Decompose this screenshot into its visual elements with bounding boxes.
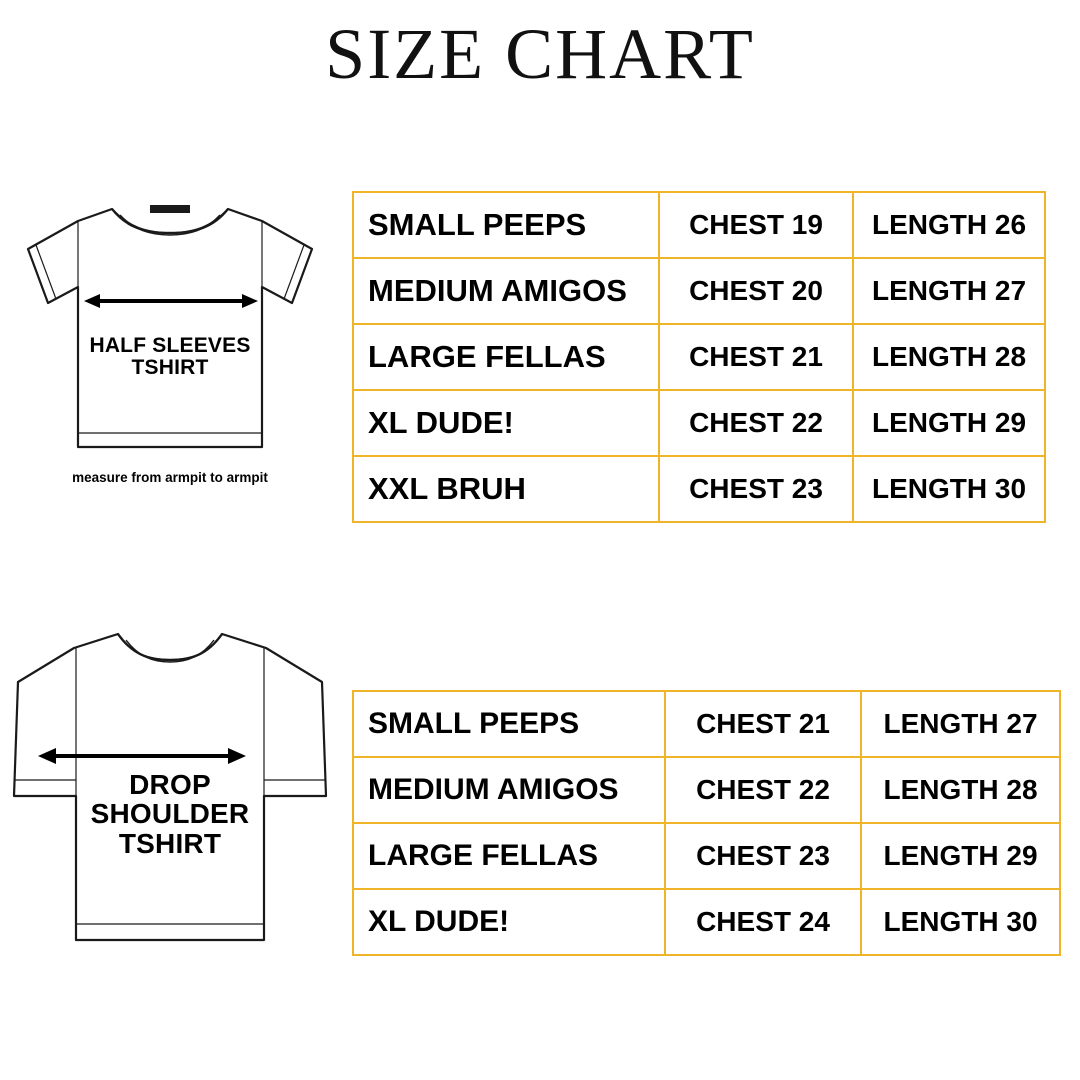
table-row (353, 889, 1060, 955)
chest-cell: CHEST 21 (665, 691, 861, 757)
drop-shoulder-caption-line-2: SHOULDER (90, 798, 250, 830)
chest-cell: CHEST 21 (659, 324, 853, 390)
table-row (353, 390, 1045, 456)
chest-cell: CHEST 23 (665, 823, 861, 889)
drop-shoulder-tshirt-illustration (0, 610, 340, 970)
half-sleeve-tshirt-illustration (0, 175, 340, 495)
table-row (353, 691, 1060, 757)
table-row (353, 192, 1045, 258)
length-cell: LENGTH 29 (853, 390, 1045, 456)
length-cell: LENGTH 27 (861, 691, 1060, 757)
size-name-cell: SMALL PEEPS (353, 192, 659, 258)
table-row (353, 757, 1060, 823)
drop-shoulder-caption (0, 770, 340, 858)
length-cell: LENGTH 30 (861, 889, 1060, 955)
size-name-cell: XXL BRUH (353, 456, 659, 522)
length-cell: LENGTH 28 (853, 324, 1045, 390)
table-row (353, 258, 1045, 324)
chest-cell: CHEST 22 (659, 390, 853, 456)
table-row (353, 456, 1045, 522)
table-row (353, 324, 1045, 390)
half-sleeve-caption-line-2: TSHIRT (131, 356, 209, 380)
size-name-cell: XL DUDE! (353, 390, 659, 456)
chest-cell: CHEST 20 (659, 258, 853, 324)
measure-note: measure from armpit to armpit (72, 470, 268, 485)
page-title: SIZE CHART (325, 14, 755, 94)
table-row (353, 823, 1060, 889)
length-cell: LENGTH 27 (853, 258, 1045, 324)
drop-shoulder-caption-line-3: TSHIRT (118, 827, 222, 859)
half-sleeve-caption-line-1: HALF SLEEVES (89, 334, 251, 357)
size-table-half-sleeves (352, 191, 1046, 523)
chest-cell: CHEST 22 (665, 757, 861, 823)
chest-cell: CHEST 19 (659, 192, 853, 258)
chest-cell: CHEST 24 (665, 889, 861, 955)
length-cell: LENGTH 30 (853, 456, 1045, 522)
size-name-cell: MEDIUM AMIGOS (353, 757, 665, 823)
size-name-cell: XL DUDE! (353, 889, 665, 955)
drop-shoulder-caption-line-1: DROP (129, 769, 211, 800)
chest-cell: CHEST 23 (659, 456, 853, 522)
half-sleeve-caption (0, 335, 340, 379)
size-table-drop-shoulder (352, 690, 1061, 956)
size-section-half-sleeves (0, 175, 1080, 515)
length-cell: LENGTH 28 (861, 757, 1060, 823)
size-section-drop-shoulder (0, 610, 1080, 980)
size-name-cell: SMALL PEEPS (353, 691, 665, 757)
size-name-cell: LARGE FELLAS (353, 324, 659, 390)
size-name-cell: MEDIUM AMIGOS (353, 258, 659, 324)
length-cell: LENGTH 29 (861, 823, 1060, 889)
size-name-cell: LARGE FELLAS (353, 823, 665, 889)
length-cell: LENGTH 26 (853, 192, 1045, 258)
